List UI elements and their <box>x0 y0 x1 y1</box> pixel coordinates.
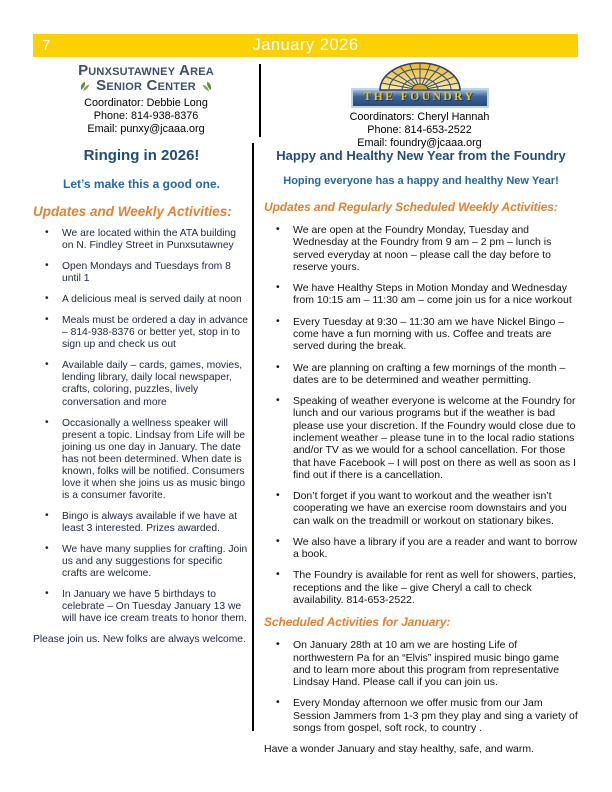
right-column-subtitle: Hoping everyone has a happy and healthy New Year! <box>283 175 559 187</box>
bullet-item: • We are planning on crafting a few mornings of the month – dates are to be determined and weather permitting. <box>276 362 578 387</box>
left-column-subtitle: Let’s make this a good one. <box>63 177 220 191</box>
page-number: 7 <box>42 37 51 54</box>
bullet-item: • Every Tuesday at 9:30 – 11:30 am we have Nickel Bingo – come have a fun morning with us. Coffee and treats are served during the break. <box>276 316 578 353</box>
bullet-item: • We are located within the ATA building on N. Findley Street in Punxsutawney <box>45 228 250 252</box>
bullet-item: • Open Mondays and Tuesdays from 8 until 1 <box>45 261 250 285</box>
issue-title: January 2026 <box>252 36 359 55</box>
bullet-item: • Speaking of weather everyone is welcome at the Foundry for lunch and our various programs but if the weather is bad please use your discretion. If the Foundry would close due to inclement weather – please tune in to the local radio stations and/or TV as we would for a school cancellation. For those that have Facebook – I will post on there as well as soon as I find out if there is a cancellation. <box>276 395 578 481</box>
senior-center-phone: Phone: 814-938-8376 <box>93 109 199 122</box>
right-section2-bullet-list <box>264 639 578 734</box>
bullet-item: • Don’t forget if you want to workout and the weather isn’t cooperating we have an exercise room downstairs and you can walk on the treadmill or workout on stationary bikes. <box>276 490 578 527</box>
foundry-block <box>261 61 578 149</box>
header-bar <box>33 34 578 57</box>
senior-center-name-line1: Punxsutawney Area <box>78 62 214 79</box>
bullet-item: • Every Monday afternoon we offer music from our Jam Session Jammers from 1-3 pm they play and sing a variety of songs from gospel, soft rock, to country . <box>276 697 578 734</box>
bullet-item: • We also have a library if you are a reader and want to borrow a book. <box>276 536 578 561</box>
senior-center-logo <box>33 63 259 94</box>
foundry-logo <box>351 61 489 108</box>
bullet-item: • The Foundry is available for rent as well for showers, parties, receptions and the like – give Cheryl a call to check availability. 814-653-2522. <box>276 569 578 606</box>
leaf-icon <box>201 80 213 92</box>
bullet-item: • In January we have 5 birthdays to celebrate – On Tuesday January 13 we will have ice cream treats to honor them. <box>45 589 250 625</box>
bullet-item: • Occasionally a wellness speaker will present a topic. Lindsay from Life will be joining us one day in January. The date has not been determined. When date is known, folks will be notified. Consumers love it when she joins us as music bingo is a consumer favorite. <box>45 418 250 502</box>
bullet-item: • On January 28th at 10 am we are hosting Life of northwestern Pa for an “Elvis” inspired music bingo game and to learn more about this program from representative Lindsay Hand. Please call if you can join us. <box>276 639 578 688</box>
foundry-banner: THE FOUNDRY <box>351 88 489 108</box>
bullet-item: • Meals must be ordered a day in advance – 814-938-8376 or better yet, stop in to sign up and check us out <box>45 315 250 351</box>
senior-center-name-line2: Senior Center <box>96 77 196 95</box>
left-section-heading: Updates and Weekly Activities: <box>33 204 232 219</box>
senior-center-column <box>33 143 250 766</box>
foundry-coordinator: Coordinators: Cheryl Hannah <box>349 110 490 123</box>
foundry-email: Email: foundry@jcaaa.org <box>357 136 482 149</box>
right-column-title: Happy and Healthy New Year from the Foundry <box>276 148 566 163</box>
bullet-item: • We have many supplies for crafting. Join us and any suggestions for specific crafts are welcome. <box>45 544 250 580</box>
foundry-phone: Phone: 814-653-2522 <box>367 123 472 136</box>
senior-center-coordinator: Coordinator: Debbie Long <box>84 96 208 109</box>
bullet-item: • A delicious meal is served daily at noon <box>45 294 250 306</box>
bullet-item: • Bingo is always available if we have at least 3 interested. Prizes awarded. <box>45 511 250 535</box>
senior-center-block <box>33 61 259 140</box>
bullet-item: • We are open at the Foundry Monday, Tuesday and Wednesday at the Foundry from 9 am – 2 pm – lunch is served everyday at noon – please call the day before to reserve yours. <box>276 224 578 273</box>
left-closing-paragraph: Please join us. New folks are always welcome. <box>33 634 246 646</box>
column-divider <box>252 143 254 731</box>
foundry-column <box>264 143 578 766</box>
right-section2-heading: Scheduled Activities for January: <box>264 615 451 630</box>
senior-center-name-line2-row <box>33 78 259 93</box>
leaf-icon <box>79 80 91 92</box>
left-column-title: Ringing in 2026! <box>83 147 200 164</box>
right-closing-paragraph: Have a wonder January and stay healthy, safe, and warm. <box>264 743 535 756</box>
bullet-item: • Available daily – cards, games, movies, lending library, daily local newspaper, crafts, coloring, puzzles, lively conversation and more <box>45 360 250 408</box>
senior-center-email: Email: punxy@jcaaa.org <box>87 122 205 135</box>
senior-center-contact <box>33 97 259 137</box>
right-section1-bullet-list <box>264 224 578 606</box>
newsletter-body <box>33 143 578 766</box>
right-section1-heading: Updates and Regularly Scheduled Weekly Activities: <box>264 200 558 214</box>
left-bullet-list <box>33 228 250 625</box>
bullet-item: • We have Healthy Steps in Motion Monday and Wednesday from 10:15 am – 11:30 am – come join us for a nice workout <box>276 282 578 307</box>
organizations-header <box>33 61 578 149</box>
